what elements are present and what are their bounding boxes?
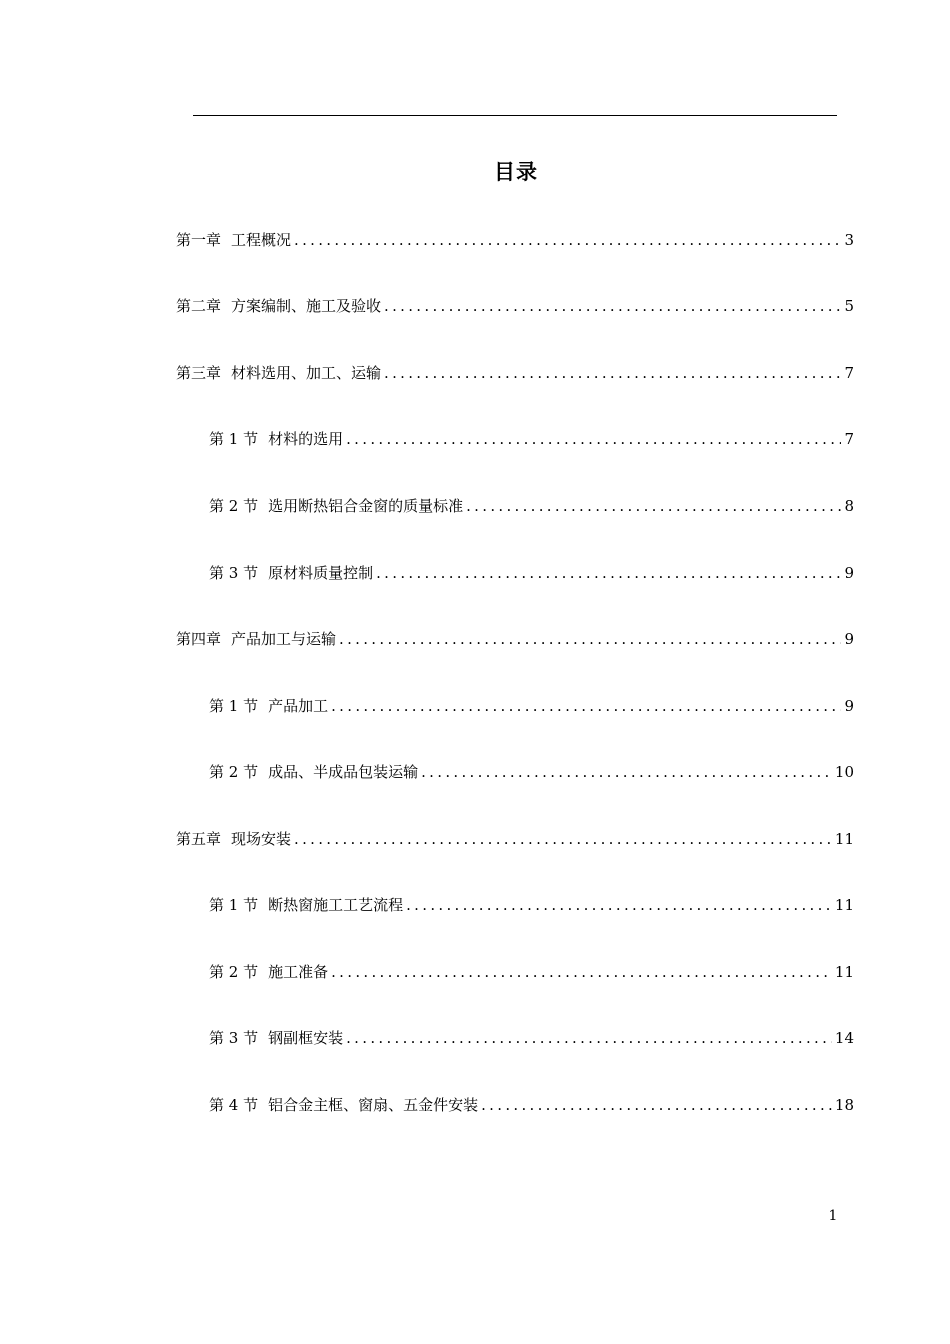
toc-entry[interactable] bbox=[209, 1094, 854, 1116]
toc-entry-label bbox=[209, 1094, 478, 1116]
toc-entry-title: 铝合金主框、窗扇、五金件安装 bbox=[268, 1096, 479, 1114]
toc-entry-title: 产品加工与运输 bbox=[231, 630, 337, 648]
toc-entry-number: 第 2 节 bbox=[209, 497, 259, 515]
dot-leader bbox=[294, 828, 832, 850]
toc-entry-title: 产品加工 bbox=[268, 697, 329, 715]
toc-entry-number: 第四章 bbox=[176, 630, 222, 648]
toc-entry-label bbox=[209, 961, 328, 983]
dot-leader bbox=[331, 695, 841, 717]
toc-entry-page: 9 bbox=[844, 697, 854, 715]
toc-entry-label bbox=[209, 428, 343, 450]
toc-entry-number: 第 3 节 bbox=[209, 564, 259, 582]
toc-entry-label bbox=[176, 828, 291, 850]
toc-entry-label bbox=[209, 695, 328, 717]
toc-entry-title: 成品、半成品包装运输 bbox=[268, 763, 419, 781]
toc-entry-page: 3 bbox=[844, 231, 854, 249]
toc-entry-title: 原材料质量控制 bbox=[268, 564, 374, 582]
toc-entry-label bbox=[176, 295, 381, 317]
toc-entry-page: 18 bbox=[834, 1096, 854, 1114]
toc-entry-label bbox=[176, 362, 381, 384]
page-title: 目录 bbox=[494, 160, 538, 184]
toc-entry[interactable] bbox=[176, 628, 854, 650]
dot-leader bbox=[481, 1094, 832, 1116]
toc-entry-title: 材料的选用 bbox=[268, 430, 344, 448]
toc-entry[interactable] bbox=[209, 761, 854, 783]
toc-entry[interactable] bbox=[209, 428, 854, 450]
toc-entry[interactable] bbox=[176, 295, 854, 317]
toc-entry-title: 断热窗施工工艺流程 bbox=[268, 896, 404, 914]
toc-entry-label bbox=[209, 894, 403, 916]
dot-leader bbox=[406, 894, 832, 916]
dot-leader bbox=[346, 1027, 832, 1049]
toc-entry-title: 工程概况 bbox=[231, 231, 292, 249]
dot-leader bbox=[339, 628, 841, 650]
toc-entry[interactable] bbox=[176, 828, 854, 850]
toc-entry-title: 现场安装 bbox=[231, 830, 292, 848]
toc-entry-label bbox=[209, 562, 373, 584]
toc-entry-number: 第 2 节 bbox=[209, 763, 259, 781]
dot-leader bbox=[376, 562, 841, 584]
toc-entry-number: 第 1 节 bbox=[209, 697, 259, 715]
toc-entry[interactable] bbox=[209, 695, 854, 717]
toc-entry[interactable] bbox=[209, 894, 854, 916]
dot-leader bbox=[331, 961, 832, 983]
toc-entry-page: 7 bbox=[844, 430, 854, 448]
toc-entry-title: 钢副框安装 bbox=[268, 1029, 344, 1047]
toc-entry[interactable] bbox=[176, 362, 854, 384]
dot-leader bbox=[346, 428, 841, 450]
toc-entry-title: 选用断热铝合金窗的质量标准 bbox=[268, 497, 464, 515]
dot-leader bbox=[466, 495, 841, 517]
toc-entry-number: 第 2 节 bbox=[209, 963, 259, 981]
dot-leader bbox=[421, 761, 832, 783]
toc-entry-label bbox=[176, 628, 336, 650]
toc-entry[interactable] bbox=[176, 229, 854, 251]
toc-entry-page: 11 bbox=[834, 963, 854, 981]
toc-entry-page: 11 bbox=[834, 896, 854, 914]
toc-entry-label bbox=[209, 495, 463, 517]
toc-entry[interactable] bbox=[209, 495, 854, 517]
toc-entry-title: 施工准备 bbox=[268, 963, 329, 981]
toc-entry-page: 5 bbox=[844, 297, 854, 315]
toc-entry-title: 方案编制、施工及验收 bbox=[231, 297, 382, 315]
toc-entry-number: 第三章 bbox=[176, 364, 222, 382]
toc-entry-number: 第二章 bbox=[176, 297, 222, 315]
toc-entry-page: 14 bbox=[834, 1029, 854, 1047]
toc-entry-number: 第五章 bbox=[176, 830, 222, 848]
toc-entry-number: 第 4 节 bbox=[209, 1096, 259, 1114]
toc-entry[interactable] bbox=[209, 961, 854, 983]
toc-entry[interactable] bbox=[209, 562, 854, 584]
toc-entry-number: 第 3 节 bbox=[209, 1029, 259, 1047]
toc-entry-number: 第 1 节 bbox=[209, 896, 259, 914]
toc-entry-page: 9 bbox=[844, 564, 854, 582]
dot-leader bbox=[384, 362, 841, 384]
toc-entry-title: 材料选用、加工、运输 bbox=[231, 364, 382, 382]
dot-leader bbox=[384, 295, 841, 317]
toc-entry-number: 第 1 节 bbox=[209, 430, 259, 448]
toc-entry-page: 8 bbox=[844, 497, 854, 515]
toc-entry-page: 11 bbox=[834, 830, 854, 848]
dot-leader bbox=[294, 229, 841, 251]
toc-entry-number: 第一章 bbox=[176, 231, 222, 249]
toc-entry-page: 9 bbox=[844, 630, 854, 648]
toc-entry-label bbox=[209, 761, 418, 783]
toc-entry-page: 10 bbox=[834, 763, 854, 781]
toc-entry[interactable] bbox=[209, 1027, 854, 1049]
page-number: 1 bbox=[828, 1208, 838, 1224]
toc-entry-page: 7 bbox=[844, 364, 854, 382]
toc-entry-label bbox=[176, 229, 291, 251]
toc-entry-label bbox=[209, 1027, 343, 1049]
